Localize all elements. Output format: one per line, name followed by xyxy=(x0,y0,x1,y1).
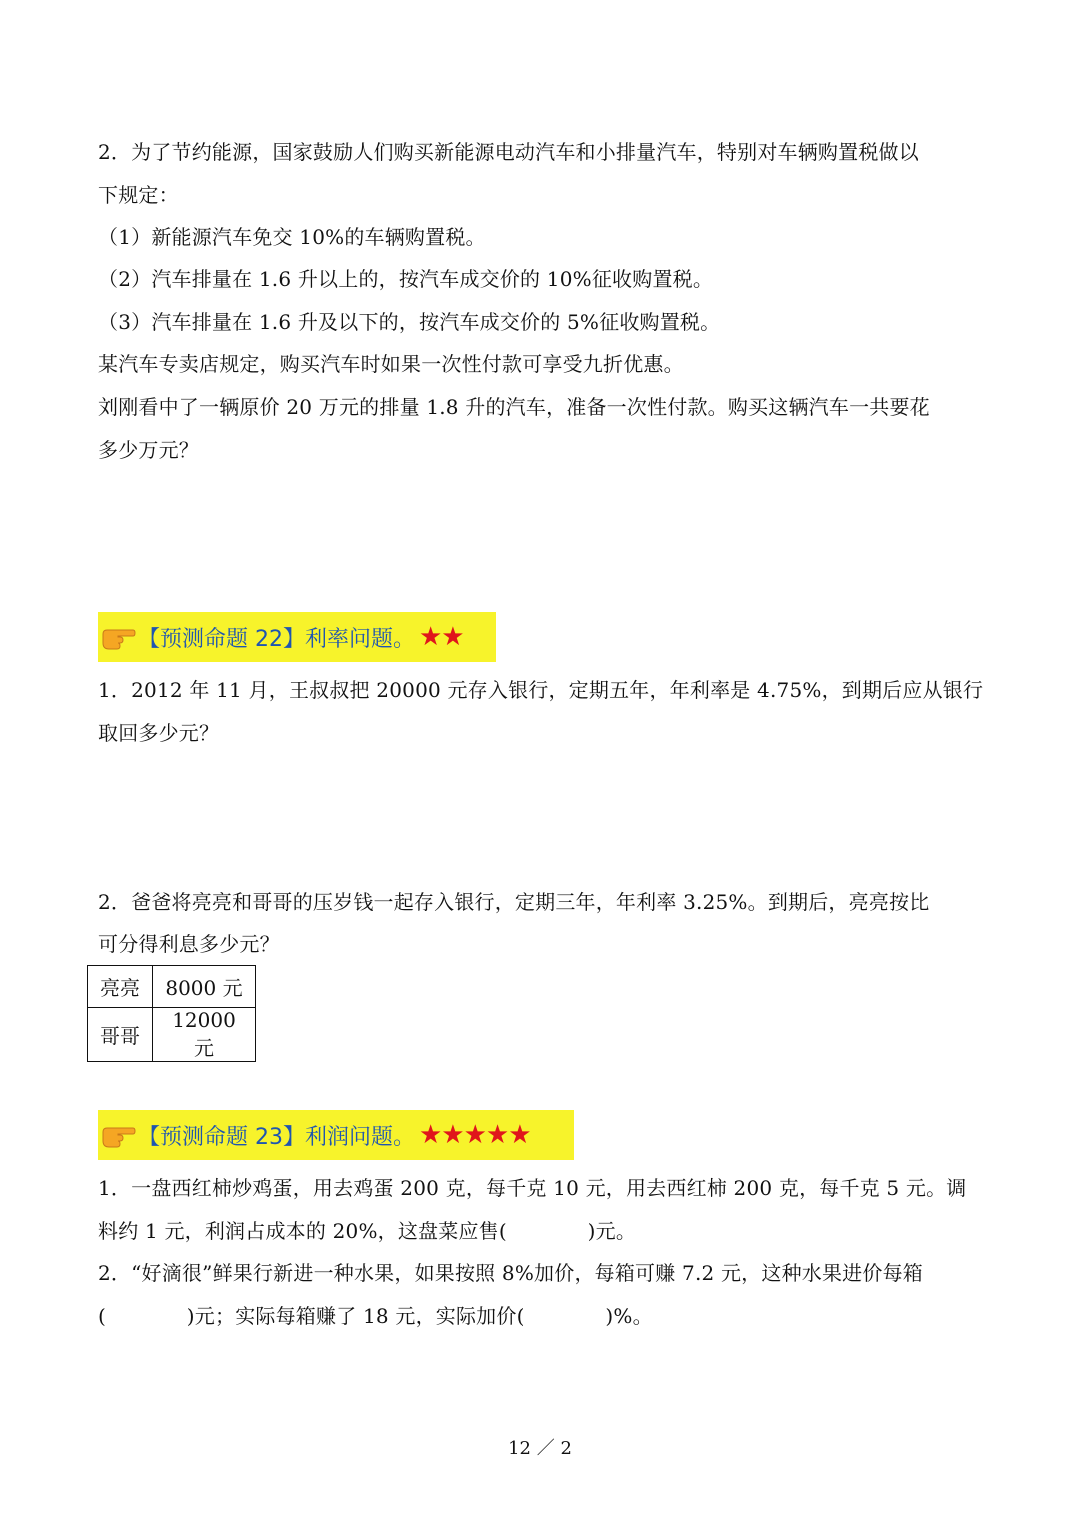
table-cell-amount: 8000 元 xyxy=(153,966,256,1008)
section-banner xyxy=(98,1110,574,1160)
question-text-line: 1．一盘西红柿炒鸡蛋，用去鸡蛋 200 克，每千克 10 元，用去西红柿 200 克，每千克 5 元。调 xyxy=(98,1176,967,1200)
question-text-line: 可分得利息多少元？ xyxy=(98,932,280,956)
table-row xyxy=(88,1008,256,1062)
section-title: 【预测命题 23】利润问题。 xyxy=(138,1124,415,1150)
pointing-hand-icon xyxy=(100,622,136,652)
savings-table xyxy=(87,965,256,1062)
page-number: 12 ／ 2 xyxy=(508,1438,572,1459)
rule-item: （1）新能源汽车免交 10%的车辆购置税。 xyxy=(98,225,486,249)
question-text-line: 2．“好滴很”鲜果行新进一种水果，如果按照 8%加价，每箱可赚 7.2 元，这种水果进价每箱 xyxy=(98,1261,923,1285)
difficulty-stars: ★★ xyxy=(419,622,464,652)
problem-text-line: 2．为了节约能源，国家鼓励人们购买新能源电动汽车和小排量汽车，特别对车辆购置税做以 xyxy=(98,140,919,164)
pointing-hand-icon xyxy=(100,1120,136,1150)
rule-item: （3）汽车排量在 1.6 升及以下的，按汽车成交价的 5%征收购置税。 xyxy=(98,310,721,334)
question-text-line: 料约 1 元，利润占成本的 20%，这盘菜应售( )元。 xyxy=(98,1219,637,1243)
problem-text-line: 刘刚看中了一辆原价 20 万元的排量 1.8 升的汽车，准备一次性付款。购买这辆汽车一共要花 xyxy=(98,395,930,419)
problem-text-line: 多少万元？ xyxy=(98,438,199,462)
problem-text-line: 下规定： xyxy=(98,183,179,207)
question-text-line: 2．爸爸将亮亮和哥哥的压岁钱一起存入银行，定期三年，年利率 3.25%。到期后，亮亮按比 xyxy=(98,890,930,914)
table-row xyxy=(88,966,256,1008)
question-text-line: ( )元；实际每箱赚了 18 元，实际加价( )%。 xyxy=(98,1304,653,1328)
section-banner xyxy=(98,612,496,662)
table-cell-name: 亮亮 xyxy=(88,966,153,1008)
rule-item: （2）汽车排量在 1.6 升以上的，按汽车成交价的 10%征收购置税。 xyxy=(98,267,714,291)
section-title: 【预测命题 22】利率问题。 xyxy=(138,626,415,652)
question-text-line: 取回多少元？ xyxy=(98,721,220,745)
question-text-line: 1．2012 年 11 月，王叔叔把 20000 元存入银行，定期五年，年利率是 4.75%，到期后应从银行 xyxy=(98,678,984,702)
difficulty-stars: ★★★★★ xyxy=(419,1120,531,1150)
table-cell-amount: 12000 元 xyxy=(153,1008,256,1062)
table-cell-name: 哥哥 xyxy=(88,1008,153,1062)
problem-text-line: 某汽车专卖店规定，购买汽车时如果一次性付款可享受九折优惠。 xyxy=(98,352,684,376)
